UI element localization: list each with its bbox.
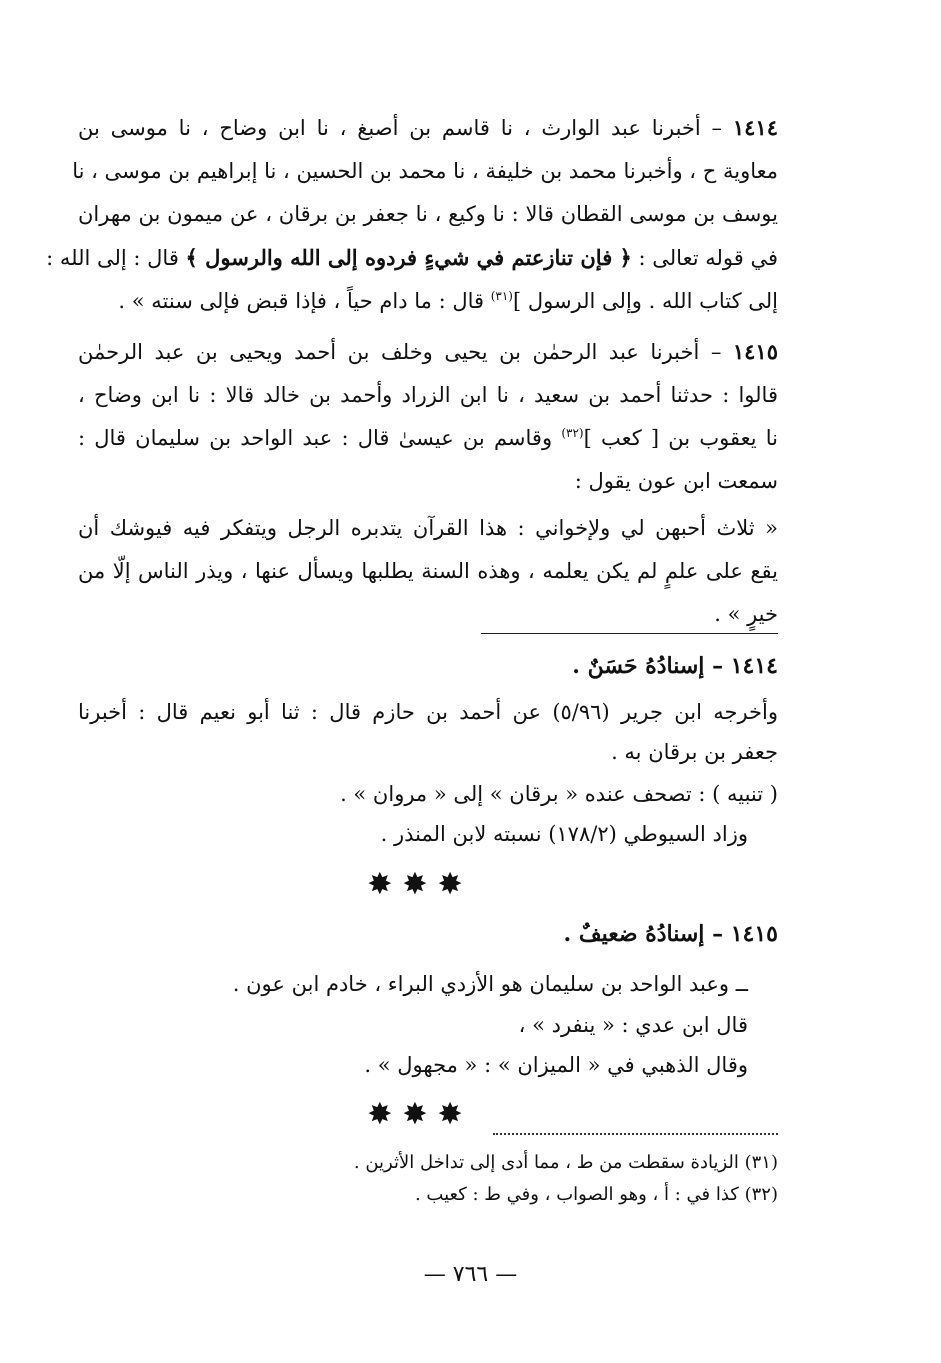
note-1414-line-1: وأخرجه ابن جرير (٥/٩٦) عن أحمد بن حازم قال : ثنا أبو نعيم قال : أخبرنا <box>78 700 778 724</box>
footnote-ref-32: (٣٢) <box>561 426 584 440</box>
section-separator-stars: ✸✸✸ <box>367 867 473 902</box>
hadith-1415 <box>78 330 778 636</box>
quote-line-1: « ثلاث أحبهن لي ولإخواني : هذا القرآن يتدبره الرجل ويتفكر فيه فيوشك أن <box>78 516 778 540</box>
hadith-1414-line-3: يوسف بن موسى القطان قالا : نا وكيع ، نا جعفر بن برقان ، عن ميمون بن مهران <box>78 202 778 226</box>
note-1414-line-3: ( تنبيه ) : تصحف عنده « برقان » إلى « مروان » . <box>340 782 778 806</box>
footnote-31: (٣١) الزيادة سقطت من ط ، مما أدى إلى تداخل الأثرين . <box>353 1152 778 1173</box>
hadith-1415-line-4: سمعت ابن عون يقول : <box>574 469 778 493</box>
quote-line-3: خيرٍ » . <box>714 602 778 626</box>
hadith-1414-line-2: معاوية ح ، وأخبرنا محمد بن خليفة ، نا محمد بن الحسين ، نا إبراهيم بن موسى ، نا <box>72 159 778 183</box>
commentary-divider <box>481 633 778 634</box>
hadith-number: ١٤١٥ <box>732 339 778 364</box>
hadith-1414 <box>46 106 778 323</box>
quran-verse: ﴿ فإن تنازعتم في شيءٍ فردوه إلى الله والرسول ﴾ <box>185 245 632 270</box>
hadith-number: ١٤١٤ <box>732 115 778 140</box>
note-1415-line-3: وقال الذهبي في « الميزان » : « مجهول » . <box>364 1053 748 1077</box>
hadith-1415-line-1: ١٤١٥ – أخبرنا عبد الرحمٰن بن يحيى وخلف بن أحمد ويحيى بن عبد الرحمٰن <box>78 339 778 364</box>
page-number: — ٧٦٦ — <box>423 1262 518 1287</box>
footnote-ref-31: (٣١) <box>490 289 513 303</box>
note-1415-line-1: ــ وعبد الواحد بن سليمان هو الأزدي البراء ، خادم ابن عون . <box>232 972 748 996</box>
hadith-1414-line-5: إلى كتاب الله . وإلى الرسول ]$^{(٣١)}$ قال : ما دام حياً ، فإذا قبض فإلى سنته » . <box>118 289 778 313</box>
note-1414-line-4: وزاد السيوطي (١٧٨/٢) نسبته لابن المنذر . <box>380 822 748 846</box>
hadith-1415-line-2: قالوا : حدثنا أحمد بن سعيد ، نا ابن الزراد وأحمد بن خالد قالا : نا ابن وضاح ، <box>78 383 778 407</box>
hadith-1414-line-1: ١٤١٤ – أخبرنا عبد الوارث ، نا قاسم بن أصبغ ، نا ابن وضاح ، نا موسى بن <box>78 115 778 140</box>
note-1414-heading: ١٤١٤ – إسنادُهُ حَسَنٌ . <box>572 653 778 679</box>
note-1415-heading: ١٤١٥ – إسنادُهُ ضعيفٌ . <box>563 921 778 947</box>
note-1414-line-2: جعفر بن برقان به . <box>611 740 778 764</box>
note-1414-body <box>78 692 778 772</box>
note-1415-line-2: قال ابن عدي : « ينفرد » ، <box>518 1013 748 1037</box>
hadith-1415-line-3: نا يعقوب بن [ كعب ]$^{(٣٢)}$ وقاسم بن عيسىٰ قال : عبد الواحد بن سليمان قال : <box>78 426 778 450</box>
footnote-separator <box>493 1133 778 1135</box>
footnote-32: (٣٢) كذا في : أ ، وهو الصواب ، وفي ط : كعيب . <box>414 1184 778 1205</box>
hadith-1414-line-4: في قوله تعالى : ﴿ فإن تنازعتم في شيءٍ فردوه إلى الله والرسول ﴾ قال : إلى الله : <box>46 245 778 270</box>
section-separator-stars-2: ✸✸✸ <box>367 1097 473 1132</box>
quote-line-2: يقع على علمٍ لم يكن يعلمه ، وهذه السنة يطلبها ويسأل عنها ، ويذر الناس إلّا من <box>78 559 778 583</box>
